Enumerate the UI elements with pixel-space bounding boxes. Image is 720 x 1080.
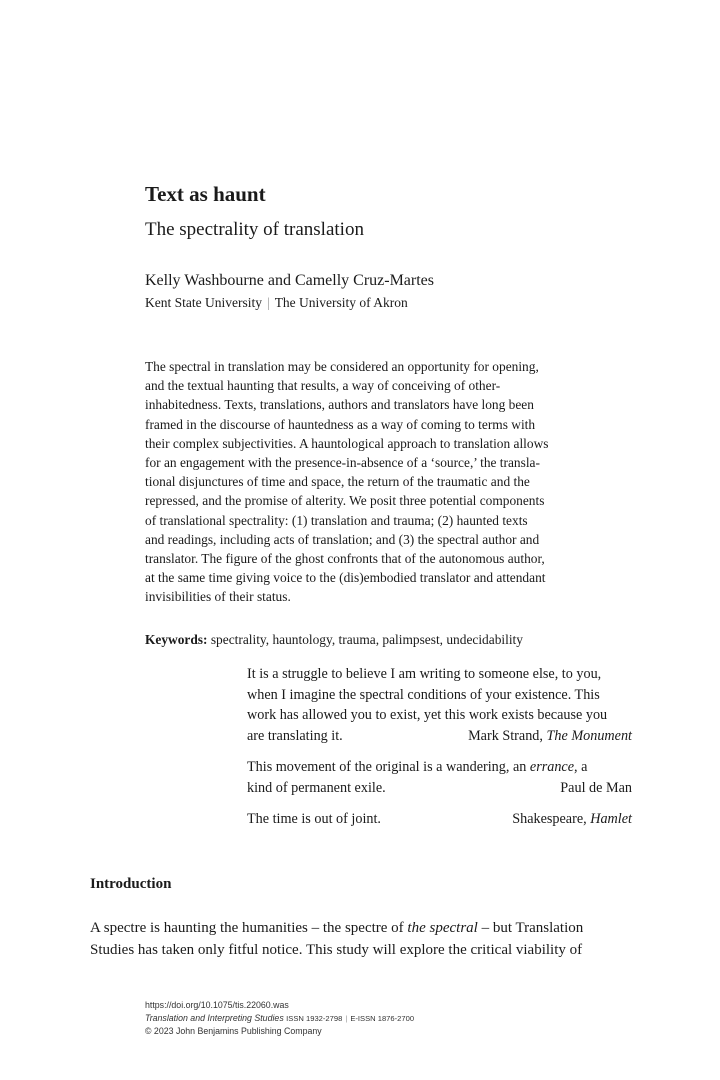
copyright: © 2023 John Benjamins Publishing Company: [145, 1026, 322, 1036]
body-emphasis: the spectral: [407, 920, 478, 936]
epigraph-line: when I imagine the spectral conditions of your existence. This: [247, 686, 600, 703]
attribution-author: Shakespeare,: [512, 811, 587, 827]
article-subtitle: The spectrality of translation: [145, 219, 364, 240]
abstract: [145, 357, 630, 606]
eissn: E-ISSN 1876-2700: [350, 1014, 415, 1023]
epigraph-line: It is a struggle to believe I am writing to someone else, to you,: [247, 666, 602, 682]
epigraph-text: This movement of the original is a wandering, an: [247, 759, 527, 775]
epigraph-line: The time is out of joint.: [247, 811, 381, 827]
abstract-line: for an engagement with the presence-in-absence of a ‘source,’ the transla-: [145, 454, 540, 470]
body-text-segment: – but Translation: [481, 920, 584, 936]
journal-name: Translation and Interpreting Studies: [145, 1013, 284, 1023]
abstract-line: their complex subjectivities. A hauntological approach to translation allows: [145, 435, 549, 451]
attribution-author: Paul de Man: [560, 779, 632, 796]
epigraph-de-man: [247, 757, 632, 798]
affiliation-separator: |: [266, 295, 270, 310]
author-affiliations: [145, 294, 408, 312]
abstract-line: and the textual haunting that results, a way of conceiving of other-: [145, 378, 501, 394]
author-names: Kelly Washbourne and Camelly Cruz-Martes: [145, 272, 435, 289]
abstract-line: at the same time giving voice to the (dis)embodied translator and attendant: [145, 570, 546, 586]
epigraph-shakespeare: [247, 809, 632, 830]
epigraph-line: work has allowed you to exist, yet this work exists because you: [247, 707, 608, 723]
epigraph-strand: [247, 664, 632, 746]
epigraph-line: [247, 757, 632, 778]
attribution-work: The Monument: [546, 727, 632, 744]
abstract-line: invisibilities of their status.: [145, 589, 291, 605]
abstract-line: framed in the discourse of hauntedness as a way of coming to terms with: [145, 416, 536, 432]
keywords-text: spectrality, hauntology, trauma, palimpsest, undecidability: [210, 632, 523, 647]
attribution-work: Hamlet: [590, 811, 632, 827]
abstract-line: inhabitedness. Texts, translations, authors and translators have long been: [145, 397, 534, 413]
body-text: [90, 917, 632, 961]
epigraph-text: , a: [574, 759, 588, 775]
abstract-line: repressed, and the promise of alterity. We posit three potential components: [145, 493, 545, 509]
article-title: Text as haunt: [145, 182, 266, 206]
issn-separator: |: [345, 1014, 348, 1023]
abstract-line: translator. The figure of the ghost confronts that of the autonomous author,: [145, 550, 545, 566]
abstract-line: The spectral in translation may be considered an opportunity for opening,: [145, 359, 539, 374]
abstract-line: tional disjunctures of time and space, the return of the traumatic and the: [145, 474, 530, 490]
attribution-author: Mark Strand,: [468, 727, 543, 744]
epigraph-emphasis: errance: [529, 759, 575, 775]
abstract-line: and readings, including acts of translation; and (3) the spectral author and: [145, 531, 540, 547]
body-line: Studies has taken only fitful notice. This study will explore the critical viability of: [90, 942, 583, 958]
journal-info: [145, 1012, 414, 1025]
body-line: [90, 917, 632, 939]
section-heading-introduction: Introduction: [90, 876, 172, 892]
keywords: [145, 630, 523, 649]
epigraph-line: kind of permanent exile.: [247, 779, 386, 796]
epigraph-attribution: [512, 809, 632, 830]
body-text-segment: A spectre is haunting the humanities – the spectre of: [90, 920, 404, 936]
affiliation-1: Kent State University: [145, 295, 262, 310]
affiliation-2: The University of Akron: [274, 295, 408, 310]
epigraph-line: are translating it.: [247, 727, 343, 744]
issn: ISSN 1932-2798: [286, 1014, 343, 1023]
keywords-label: Keywords:: [145, 632, 208, 647]
epigraph-attribution: [468, 726, 632, 747]
page-footer: [145, 999, 414, 1038]
abstract-line: of translational spectrality: (1) translation and trauma; (2) haunted texts: [145, 512, 528, 528]
doi-link[interactable]: https://doi.org/10.1075/tis.22060.was: [145, 1000, 289, 1010]
